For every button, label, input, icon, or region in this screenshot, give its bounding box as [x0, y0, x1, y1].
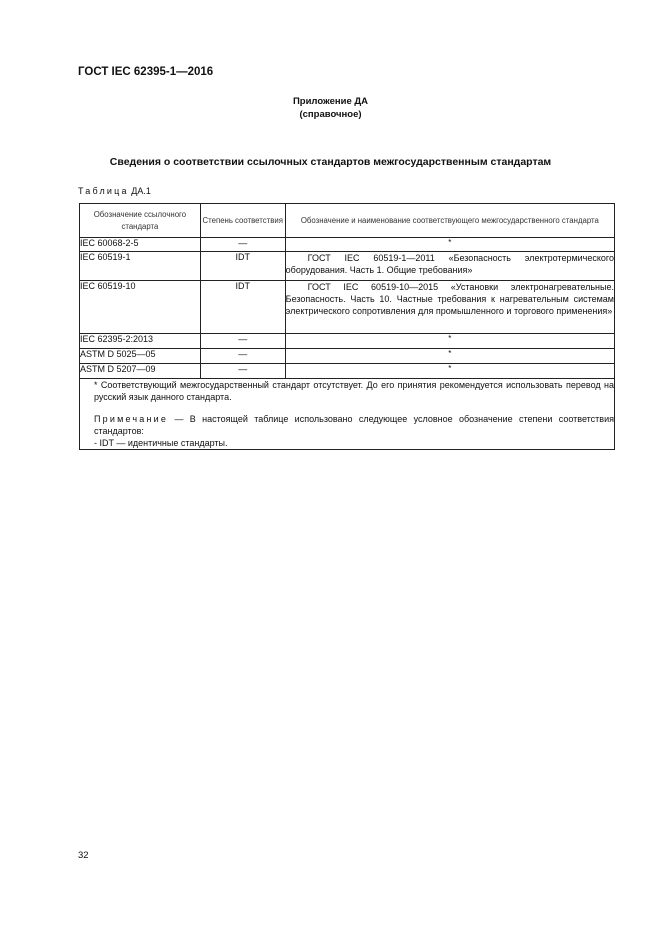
cell-description-text: ГОСТ IEC 60519-1—2011 «Безопасность электротермического оборудования. Часть 1. Общие требования» [285, 253, 614, 275]
cell-description [285, 252, 614, 281]
cell-standard: ASTM D 5207—09 [80, 364, 201, 379]
cell-degree: — [200, 364, 285, 379]
annex-title: Приложение ДА [292, 96, 369, 107]
cell-degree: — [200, 349, 285, 364]
cell-description: * [285, 349, 614, 364]
annex-heading [0, 95, 661, 121]
cell-degree: IDT [200, 252, 285, 281]
table-row [80, 281, 615, 334]
cell-degree: IDT [200, 281, 285, 334]
cell-description [285, 281, 614, 334]
cell-description: * [285, 364, 614, 379]
table-header-row [80, 204, 615, 238]
note-text: — В настоящей таблице использовано следующее условное обозначение степени соответствия стандартов: [94, 414, 614, 436]
table-label [78, 186, 151, 196]
section-title: Сведения о соответствии ссылочных стандартов межгосударственным стандартам [109, 156, 552, 168]
cell-degree: — [200, 334, 285, 349]
page-number: 32 [78, 850, 89, 861]
header-degree: Степень соответствия [200, 204, 285, 238]
cell-standard: IEC 62395-2:2013 [80, 334, 201, 349]
cell-standard: IEC 60519-10 [80, 281, 201, 334]
table-row [80, 349, 615, 364]
cell-standard: ASTM D 5025—05 [80, 349, 201, 364]
table-label-word: Таблица [78, 186, 129, 196]
table-label-number: ДА.1 [131, 186, 151, 196]
note-word: Примечание [94, 414, 169, 424]
cell-standard: IEC 60068-2-5 [80, 238, 201, 252]
table-notes-row [80, 379, 615, 450]
table-row [80, 238, 615, 252]
note [80, 413, 614, 437]
annex-subtitle: (справочное) [299, 109, 362, 120]
footnote: * Соответствующий межгосударственный стандарт отсутствует. До его принятия рекомендуется использовать перевод на русский язык данного стандарта. [94, 380, 614, 402]
table-row [80, 334, 615, 349]
header-interstate-standard: Обозначение и наименование соответствующего межгосударственного стандарта [285, 204, 614, 238]
note-item: - IDT — идентичные стандарты. [94, 438, 228, 448]
cell-description: * [285, 334, 614, 349]
cell-description-text: ГОСТ IEC 60519-10—2015 «Установки электронагревательные. Безопасность. Часть 10. Частные требования к нагревательным системам электрического сопротивления для промышленного и торгового применения» [285, 282, 614, 316]
correspondence-table [79, 203, 615, 450]
table-row [80, 252, 615, 281]
cell-standard: IEC 60519-1 [80, 252, 201, 281]
document-code: ГОСТ IEC 62395-1—2016 [78, 66, 214, 78]
cell-description: * [285, 238, 614, 252]
cell-degree: — [200, 238, 285, 252]
header-reference-standard: Обозначение ссылочного стандарта [80, 204, 201, 238]
table-notes [80, 379, 615, 450]
table-row [80, 364, 615, 379]
